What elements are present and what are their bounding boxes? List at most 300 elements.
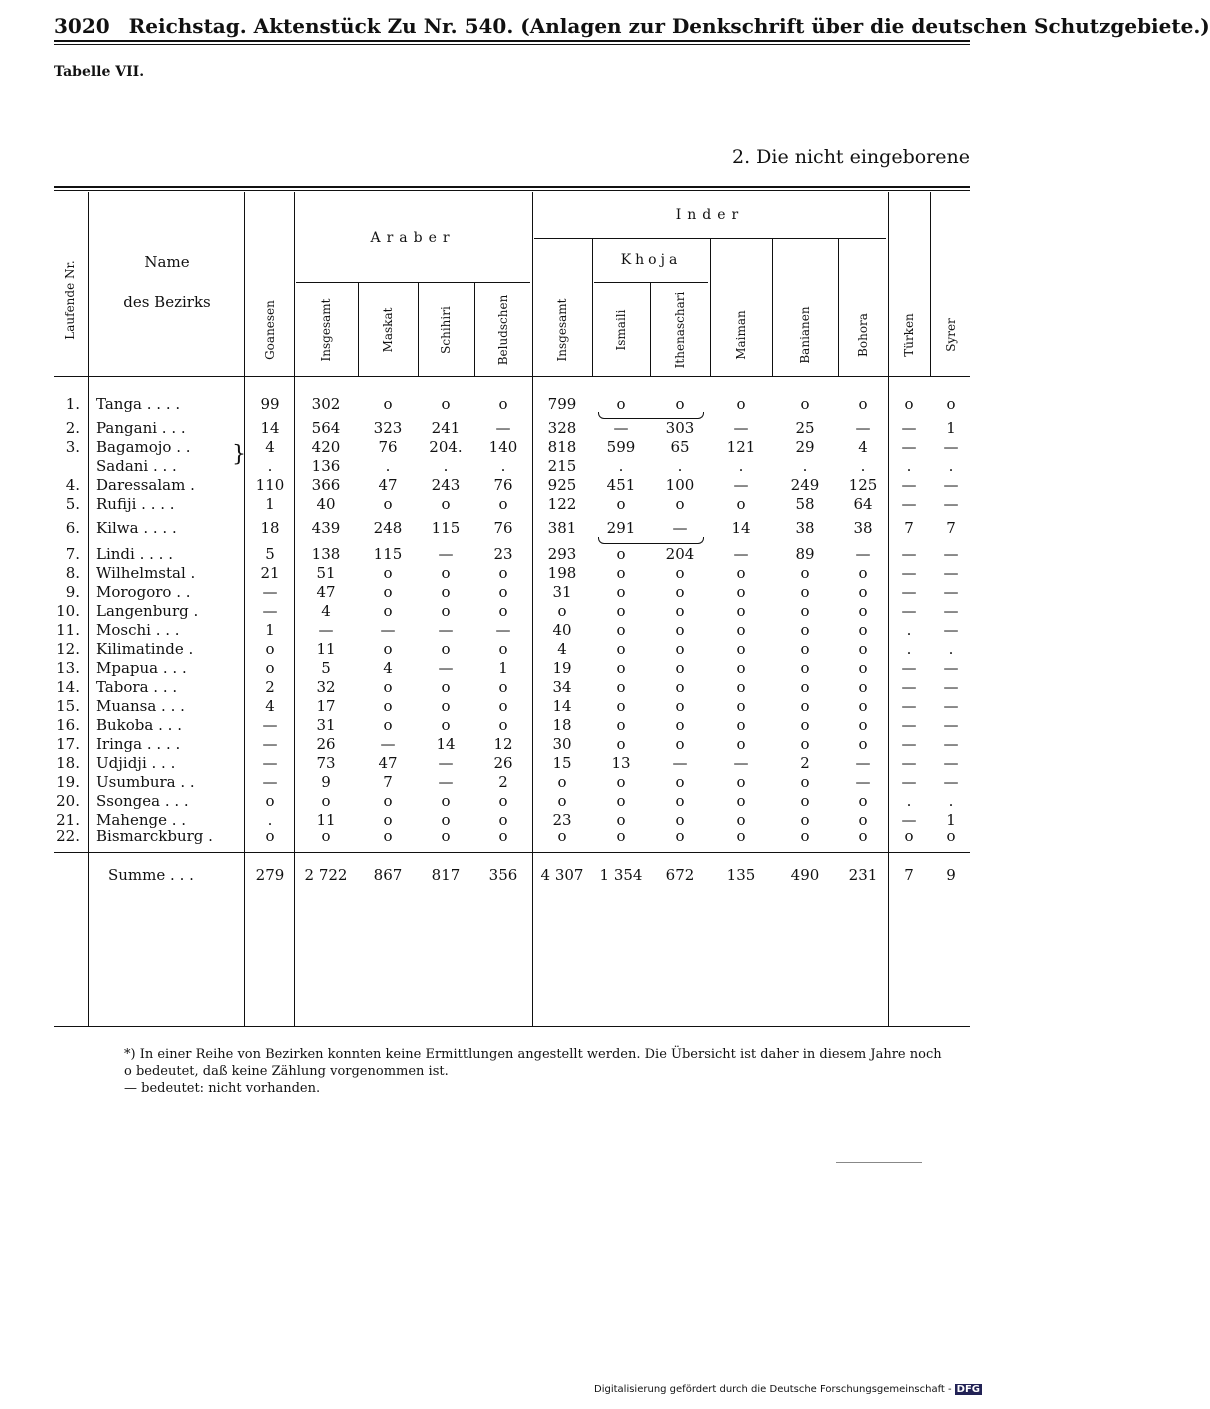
table-cell: 47 (316, 583, 336, 601)
table-cell: o (441, 716, 451, 734)
table-cell: o (557, 773, 567, 791)
table-cell: o (383, 716, 393, 734)
sum-row (0, 866, 1000, 885)
table-cell: 115 (431, 519, 461, 537)
table-cell: . (860, 457, 866, 475)
table-cell: o (675, 583, 685, 601)
digitization-credit (594, 1384, 982, 1395)
page-number: 3020 (54, 14, 110, 38)
table-cell: o (265, 827, 275, 845)
table-cell: — (672, 519, 688, 537)
table-row (0, 827, 1000, 846)
table-cell: — (901, 735, 917, 753)
table-cell: 302 (311, 395, 341, 413)
table-cell: o (736, 716, 746, 734)
row-number: 5. (65, 495, 80, 513)
table-cell: o (946, 395, 956, 413)
table-cell: — (438, 621, 454, 639)
table-cell: — (733, 754, 749, 772)
table-top-rule-thin (54, 190, 970, 191)
table-cell: 125 (848, 476, 878, 494)
table-cell: — (943, 602, 959, 620)
table-cell: 7 (904, 519, 914, 537)
table-row (0, 583, 1000, 602)
table-cell: o (498, 583, 508, 601)
table-cell: 26 (493, 754, 513, 772)
table-cell: — (943, 773, 959, 791)
col-header-name-sub: des Bezirks (123, 293, 211, 311)
table-cell: — (613, 419, 629, 437)
table-cell: — (943, 754, 959, 772)
col-divider (772, 238, 773, 376)
table-cell: 40 (552, 621, 572, 639)
table-cell: — (901, 564, 917, 582)
table-row (0, 457, 1000, 476)
table-cell: 1 (946, 811, 956, 829)
sum-cell: 135 (726, 866, 756, 884)
col-header-name: Name (144, 253, 190, 271)
table-cell: o (800, 773, 810, 791)
table-cell: o (858, 395, 868, 413)
table-cell: — (901, 773, 917, 791)
table-cell: o (800, 621, 810, 639)
table-cell: — (438, 545, 454, 563)
table-cell: — (318, 621, 334, 639)
table-cell: 1 (498, 659, 508, 677)
table-cell: o (675, 495, 685, 513)
col-header-banianen: Banianen (798, 306, 812, 364)
table-cell: — (943, 621, 959, 639)
table-cell: 14 (552, 697, 572, 715)
table-top-rule (54, 186, 970, 188)
sum-cell: 2 722 (304, 866, 348, 884)
table-cell: — (262, 716, 278, 734)
table-cell: 4 (383, 659, 393, 677)
table-cell: o (557, 792, 567, 810)
table-cell: o (441, 678, 451, 696)
table-cell: o (858, 640, 868, 658)
col-header-tuerken: Türken (902, 313, 916, 357)
table-row (0, 564, 1000, 583)
table-cell: 89 (795, 545, 815, 563)
sum-cell: 356 (488, 866, 518, 884)
table-cell: 76 (493, 519, 513, 537)
table-cell: o (675, 621, 685, 639)
table-row (0, 438, 1000, 457)
table-cell: o (441, 602, 451, 620)
col-header-goanesen: Goanesen (263, 300, 277, 360)
district-name: Tabora . . . (96, 678, 178, 696)
district-name: Usumbura . . (96, 773, 195, 791)
table-row (0, 476, 1000, 495)
table-row (0, 495, 1000, 514)
table-cell: — (380, 735, 396, 753)
table-cell: o (383, 640, 393, 658)
table-cell: o (616, 811, 626, 829)
table-cell: . (443, 457, 449, 475)
district-name: Morogoro . . (96, 583, 191, 601)
footnote-2: o bedeutet, daß keine Zählung vorgenommen ist. (124, 1064, 449, 1079)
table-cell: o (800, 678, 810, 696)
table-cell: — (943, 697, 959, 715)
table-cell: o (616, 716, 626, 734)
table-cell: 18 (260, 519, 280, 537)
table-cell: o (800, 827, 810, 845)
table-cell: o (616, 792, 626, 810)
table-cell: o (498, 495, 508, 513)
table-cell: 31 (552, 583, 572, 601)
table-cell: o (736, 564, 746, 582)
table-cell: 818 (547, 438, 577, 456)
district-name: Ssongea . . . (96, 792, 189, 810)
table-cell: — (855, 419, 871, 437)
table-cell: 110 (255, 476, 285, 494)
col-divider (650, 282, 651, 376)
table-cell: 799 (547, 395, 577, 413)
table-cell: o (858, 583, 868, 601)
table-cell: o (675, 735, 685, 753)
table-cell: 4 (265, 438, 275, 456)
footnote-3: — bedeutet: nicht vorhanden. (124, 1081, 321, 1096)
sum-cell: 279 (255, 866, 285, 884)
col-header-maskat: Maskat (381, 307, 395, 353)
district-name: Tanga . . . . (96, 395, 181, 413)
district-name: Lindi . . . . (96, 545, 173, 563)
table-cell: o (800, 395, 810, 413)
table-cell: o (858, 716, 868, 734)
sum-cell: 490 (790, 866, 820, 884)
table-cell: o (498, 697, 508, 715)
table-cell: 1 (265, 621, 275, 639)
sum-cell: 4 307 (540, 866, 584, 884)
table-cell: o (616, 659, 626, 677)
table-cell: 14 (260, 419, 280, 437)
row-number: 16. (56, 716, 80, 734)
row-number: 10. (56, 602, 80, 620)
table-cell: o (616, 545, 626, 563)
table-cell: — (855, 773, 871, 791)
table-cell: o (858, 811, 868, 829)
table-row (0, 519, 1000, 538)
table-cell: — (943, 495, 959, 513)
decorative-rule (836, 1162, 922, 1163)
table-cell: 248 (373, 519, 403, 537)
table-cell: — (943, 438, 959, 456)
row-number: 22. (56, 827, 80, 845)
table-cell: — (855, 545, 871, 563)
table-cell: 65 (670, 438, 690, 456)
table-cell: . (948, 640, 954, 658)
district-name: Pangani . . . (96, 419, 186, 437)
table-cell: — (943, 545, 959, 563)
dfg-logo: DFG (956, 1384, 980, 1395)
table-cell: o (736, 792, 746, 810)
table-cell: 328 (547, 419, 577, 437)
table-cell: o (858, 564, 868, 582)
district-name: Iringa . . . . (96, 735, 181, 753)
col-header-schihiri: Schihiri (439, 306, 453, 354)
footnote-1: *) In einer Reihe von Bezirken konnten keine Ermittlungen angestellt werden. Die Übersicht ist daher in diesem Jahre noch (124, 1047, 942, 1062)
table-cell: 40 (316, 495, 336, 513)
table-cell: o (675, 395, 685, 413)
row-number: 13. (56, 659, 80, 677)
table-cell: o (265, 792, 275, 810)
table-cell: 925 (547, 476, 577, 494)
table-cell: 564 (311, 419, 341, 437)
group-header-khoja: Khoja (620, 252, 682, 268)
table-cell: — (901, 545, 917, 563)
khoja-group-rule (594, 282, 708, 283)
table-cell: o (616, 735, 626, 753)
table-cell: o (383, 495, 393, 513)
table-cell: 30 (552, 735, 572, 753)
table-cell: o (736, 602, 746, 620)
table-cell: o (383, 678, 393, 696)
table-cell: 4 (858, 438, 868, 456)
table-cell: 215 (547, 457, 577, 475)
table-cell: o (736, 735, 746, 753)
table-cell: o (498, 678, 508, 696)
table-cell: — (943, 716, 959, 734)
bagamojo-sadani-brace: } (232, 442, 246, 467)
table-cell: — (901, 419, 917, 437)
row-number: 4. (65, 476, 80, 494)
table-cell: 14 (436, 735, 456, 753)
table-row (0, 659, 1000, 678)
district-name: Bukoba . . . (96, 716, 182, 734)
table-cell: . (802, 457, 808, 475)
table-row (0, 792, 1000, 811)
table-cell: — (672, 754, 688, 772)
table-cell: 323 (373, 419, 403, 437)
table-cell: o (800, 583, 810, 601)
table-cell: 15 (552, 754, 572, 772)
col-header-maiman: Maiman (734, 310, 748, 360)
table-cell: o (675, 659, 685, 677)
table-cell: 4 (265, 697, 275, 715)
table-cell: o (441, 395, 451, 413)
table-cell: 25 (795, 419, 815, 437)
table-cell: o (616, 621, 626, 639)
table-cell: 21 (260, 564, 280, 582)
table-cell: o (800, 811, 810, 829)
table-cell: 599 (606, 438, 636, 456)
district-name: Mahenge . . (96, 811, 187, 829)
header-rule-thin (54, 44, 970, 45)
sum-cell: 672 (665, 866, 695, 884)
table-cell: 51 (316, 564, 336, 582)
table-cell: — (262, 583, 278, 601)
sum-cell: 9 (946, 866, 956, 884)
col-divider (930, 192, 931, 376)
table-cell: 1 (265, 495, 275, 513)
table-cell: — (943, 735, 959, 753)
table-cell: o (498, 716, 508, 734)
table-row (0, 395, 1000, 414)
table-cell: o (800, 659, 810, 677)
sum-cell: 867 (373, 866, 403, 884)
table-row (0, 545, 1000, 564)
table-cell: o (616, 602, 626, 620)
district-name: Kilimatinde . (96, 640, 194, 658)
table-cell: o (858, 678, 868, 696)
table-cell: o (736, 495, 746, 513)
table-cell: — (901, 678, 917, 696)
table-cell: — (901, 811, 917, 829)
row-number: 12. (56, 640, 80, 658)
table-cell: o (800, 792, 810, 810)
table-cell: o (265, 640, 275, 658)
table-cell: o (498, 602, 508, 620)
col-divider (710, 238, 711, 376)
table-cell: . (948, 457, 954, 475)
table-cell: o (800, 716, 810, 734)
table-cell: . (906, 621, 912, 639)
district-name: Langenburg . (96, 602, 199, 620)
table-cell: o (800, 640, 810, 658)
district-name: Rufiji . . . . (96, 495, 175, 513)
table-cell: 4 (321, 602, 331, 620)
table-cell: o (736, 811, 746, 829)
table-cell: o (441, 811, 451, 829)
table-subtitle: 2. Die nicht eingeborene (731, 146, 970, 168)
district-name: Wilhelmstal . (96, 564, 196, 582)
group-header-inder: Inder (675, 207, 745, 223)
table-cell: o (498, 827, 508, 845)
table-cell: . (267, 811, 273, 829)
table-cell: o (675, 792, 685, 810)
table-cell: o (675, 678, 685, 696)
table-cell: — (855, 754, 871, 772)
table-cell: o (383, 583, 393, 601)
footnotes (124, 1046, 970, 1097)
table-bottom-rule (54, 1026, 970, 1027)
table-cell: — (733, 545, 749, 563)
table-cell: . (267, 457, 273, 475)
table-cell: 138 (311, 545, 341, 563)
col-header-ithenaschari: Ithenaschari (673, 291, 687, 369)
table-cell: 204 (665, 545, 695, 563)
table-cell: — (901, 476, 917, 494)
table-cell: 243 (431, 476, 461, 494)
table-cell: 99 (260, 395, 280, 413)
table-row (0, 602, 1000, 621)
table-cell: o (858, 621, 868, 639)
row-number: 19. (56, 773, 80, 791)
row-number: 21. (56, 811, 80, 829)
table-cell: o (736, 827, 746, 845)
table-cell: o (383, 697, 393, 715)
district-name: Bismarckburg . (96, 827, 213, 845)
col-divider (474, 282, 475, 376)
table-cell: 249 (790, 476, 820, 494)
table-cell: 12 (493, 735, 513, 753)
table-cell: 121 (726, 438, 756, 456)
table-cell: 19 (552, 659, 572, 677)
table-cell: — (901, 583, 917, 601)
table-cell: . (906, 640, 912, 658)
row-number: 7. (65, 545, 80, 563)
col-header-ismaili: Ismaili (614, 309, 628, 351)
col-header-laufende-nr: Laufende Nr. (63, 260, 77, 340)
table-cell: o (441, 697, 451, 715)
table-cell: 23 (493, 545, 513, 563)
table-cell: o (441, 827, 451, 845)
table-cell: — (262, 754, 278, 772)
table-row (0, 754, 1000, 773)
table-cell: 420 (311, 438, 341, 456)
col-divider (358, 282, 359, 376)
table-cell: o (904, 827, 914, 845)
table-cell: o (800, 602, 810, 620)
district-name: Mpapua . . . (96, 659, 187, 677)
table-cell: — (943, 659, 959, 677)
header-bottom-rule (54, 376, 970, 377)
table-cell: 14 (731, 519, 751, 537)
table-cell: 38 (795, 519, 815, 537)
row-number: 14. (56, 678, 80, 696)
table-cell: . (948, 792, 954, 810)
sum-cell: 817 (431, 866, 461, 884)
table-cell: — (943, 678, 959, 696)
col-header-bohora: Bohora (856, 313, 870, 357)
table-cell: o (265, 659, 275, 677)
table-cell: o (616, 564, 626, 582)
table-cell: 241 (431, 419, 461, 437)
table-cell: — (262, 773, 278, 791)
table-cell: o (557, 827, 567, 845)
sum-top-rule (54, 852, 970, 853)
table-cell: 9 (321, 773, 331, 791)
table-cell: o (441, 792, 451, 810)
district-name: Bagamojo . . (96, 438, 191, 456)
table-label: Tabelle VII. (54, 64, 145, 80)
table-cell: o (800, 564, 810, 582)
table-cell: o (383, 564, 393, 582)
row-number: 11. (56, 621, 80, 639)
araber-group-rule (296, 282, 530, 283)
table-cell: o (736, 583, 746, 601)
district-name: Moschi . . . (96, 621, 180, 639)
table-cell: — (943, 476, 959, 494)
table-cell: . (500, 457, 506, 475)
table-cell: 34 (552, 678, 572, 696)
row-number: 8. (65, 564, 80, 582)
row-number: 1. (65, 395, 80, 413)
table-cell: 122 (547, 495, 577, 513)
row-number: 9. (65, 583, 80, 601)
table-cell: 303 (665, 419, 695, 437)
row-number: 15. (56, 697, 80, 715)
table-cell: 23 (552, 811, 572, 829)
table-cell: — (901, 495, 917, 513)
table-row (0, 735, 1000, 754)
table-cell: — (380, 621, 396, 639)
table-cell: . (385, 457, 391, 475)
table-cell: 64 (853, 495, 873, 513)
table-cell: o (383, 827, 393, 845)
table-cell: o (675, 716, 685, 734)
table-cell: 2 (800, 754, 810, 772)
district-name: Muansa . . . (96, 697, 185, 715)
khoja-brace (598, 537, 704, 544)
table-cell: o (858, 659, 868, 677)
table-cell: 140 (488, 438, 518, 456)
table-cell: 29 (795, 438, 815, 456)
table-cell: 13 (611, 754, 631, 772)
table-cell: — (901, 659, 917, 677)
table-cell: . (677, 457, 683, 475)
